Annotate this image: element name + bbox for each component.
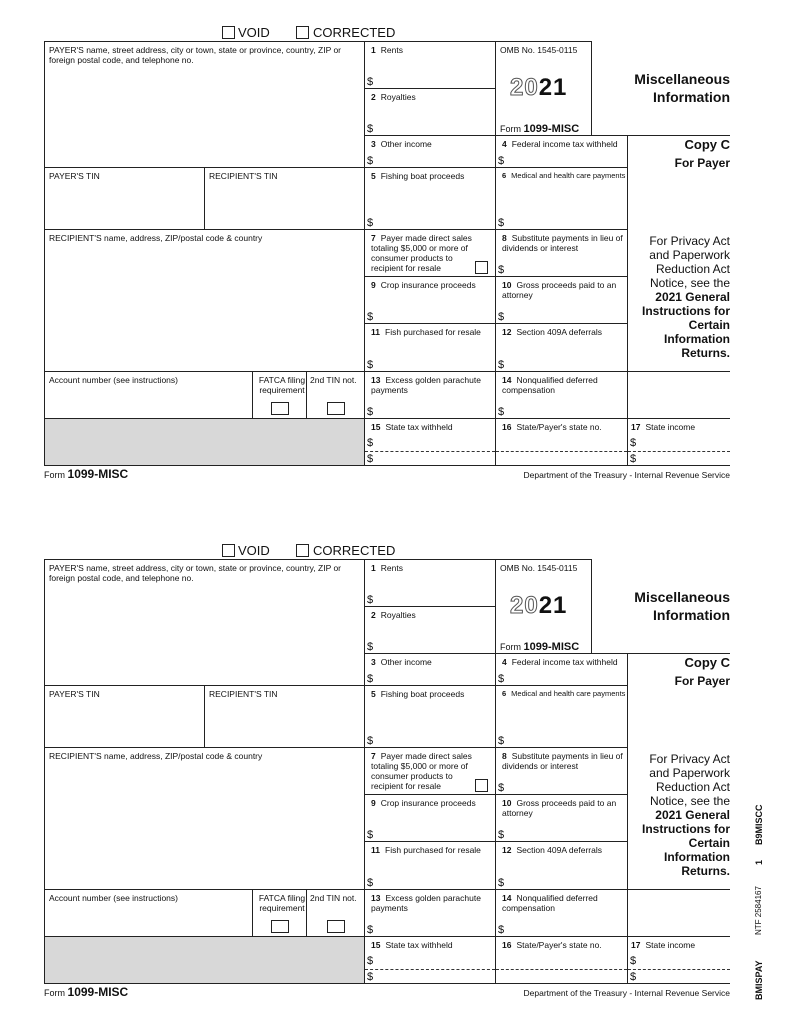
dollar-sign: $	[367, 359, 374, 371]
dollar-sign: $	[498, 877, 505, 889]
box-7-label: Payer made direct sales totaling $5,000 or more of consumer products to recipient for resale	[371, 233, 472, 273]
box-8-substitute[interactable]: 8 Substitute payments in lieu of dividends or interest $	[495, 229, 628, 277]
box-8-substitute[interactable]: 8 Substitute payments in lieu of dividends or interest $	[495, 747, 628, 795]
box-12-409a[interactable]: 12 Section 409A deferrals $	[495, 841, 628, 890]
box-7-checkbox[interactable]	[475, 779, 488, 792]
tax-year: 2021	[510, 592, 568, 619]
side-code-bmispay: BMISPAY	[754, 960, 764, 1000]
dept-label: Department of the Treasury - Internal Revenue Service	[523, 988, 730, 998]
dollar-sign: $	[498, 217, 505, 229]
fatca-field	[252, 371, 307, 419]
box-15-label: State tax withheld	[385, 422, 453, 432]
box-1-number: 1	[371, 45, 376, 55]
second-tin-checkbox[interactable]	[327, 920, 345, 933]
dollar-sign: $	[367, 924, 374, 936]
dollar-sign: $	[367, 955, 374, 967]
box-1-rents[interactable]	[364, 41, 496, 89]
box-14-label: Nonqualified deferred compensation	[502, 375, 598, 395]
box-4-federal-tax[interactable]: 4 Federal income tax withheld $	[495, 653, 628, 686]
box-2-royalties[interactable]	[364, 606, 496, 654]
fatca-label: FATCA filing requirement	[258, 893, 306, 913]
omb-year-block	[495, 559, 592, 654]
box-1-label: Rents	[380, 45, 403, 55]
recipient-name-field[interactable]	[44, 747, 365, 890]
recipient-name-field[interactable]	[44, 229, 365, 372]
fatca-label: FATCA filing requirement	[258, 375, 306, 395]
form-name-top: Form 1099-MISC	[500, 641, 580, 653]
box-4-label: Federal income tax withheld	[511, 657, 618, 667]
box-11-label: Fish purchased for resale	[385, 845, 481, 855]
payer-name-field[interactable]	[44, 559, 365, 686]
box-1-rents[interactable]	[364, 559, 496, 607]
box-16-label: State/Payer's state no.	[516, 422, 602, 432]
box-3-label: Other income	[380, 657, 432, 667]
account-number-label: Account number (see instructions)	[49, 893, 178, 903]
box-7-direct-sales[interactable]: 7 Payer made direct sales totaling $5,000 or more of consumer products to recipient for resale	[364, 747, 496, 795]
box-16-state-no[interactable]: 16 State/Payer's state no.	[495, 936, 628, 984]
box-9-label: Crop insurance proceeds	[380, 798, 476, 808]
dollar-sign: $	[367, 673, 374, 685]
dollar-sign: $	[498, 782, 505, 794]
box-13-golden-parachute[interactable]: 13 Excess golden parachute payments $	[364, 371, 496, 419]
box-6-medical[interactable]: 6 Medical and health care payments $	[495, 167, 628, 230]
box-2-label: Royalties	[380, 610, 416, 620]
box-10-attorney[interactable]: 10 Gross proceeds paid to an attorney $	[495, 276, 628, 324]
dollar-sign: $	[367, 829, 374, 841]
box-17-label: State income	[645, 940, 696, 950]
form-1099-misc	[0, 518, 800, 1018]
box-13-label: Excess golden parachute payments	[371, 375, 481, 395]
box-11-label: Fish purchased for resale	[385, 327, 481, 337]
payer-tin-field[interactable]	[44, 167, 205, 230]
side-code-b9miscc: B9MISCC	[754, 804, 764, 845]
box-1-label: Rents	[380, 563, 403, 573]
dollar-sign: $	[498, 359, 505, 371]
box-12-label: Section 409A deferrals	[516, 327, 602, 337]
payer-tin-field[interactable]	[44, 685, 205, 748]
box-5-fishing-boat[interactable]: 5 Fishing boat proceeds $	[364, 685, 496, 748]
dollar-sign: $	[367, 877, 374, 889]
dollar-sign: $	[630, 955, 637, 967]
account-number-label: Account number (see instructions)	[49, 375, 178, 385]
box-7-checkbox[interactable]	[475, 261, 488, 274]
account-number-field[interactable]	[44, 889, 253, 937]
form-title: Miscellaneous Information	[634, 589, 730, 623]
box-13-label: Excess golden parachute payments	[371, 893, 481, 913]
box-10-label: Gross proceeds paid to an attorney	[502, 280, 617, 300]
second-tin-label: 2nd TIN not.	[310, 375, 357, 385]
box-2-royalties[interactable]	[364, 88, 496, 136]
box-15-state-tax[interactable]: 15 State tax withheld $ $	[364, 418, 496, 466]
dollar-sign: $	[498, 155, 505, 167]
payer-name-label: PAYER'S name, street address, city or town, state or province, country, ZIP or foreign postal code, and telephone no.	[49, 45, 342, 65]
box-2-number: 2	[371, 92, 376, 102]
void-label: VOID	[238, 25, 270, 40]
tax-year: 2021	[510, 74, 568, 101]
recipient-name-label: RECIPIENT'S name, address, ZIP/postal code & country	[49, 751, 263, 761]
second-tin-field	[306, 889, 365, 937]
dollar-sign: $	[498, 829, 505, 841]
payer-tin-label: PAYER'S TIN	[49, 171, 100, 181]
dollar-sign: $	[498, 673, 505, 685]
box-8-label: Substitute payments in lieu of dividends or interest	[502, 233, 623, 253]
copy-label: Copy C For Payer	[674, 137, 730, 170]
omb-number: OMB No. 1545-0115	[500, 45, 578, 55]
box-13-golden-parachute[interactable]: 13 Excess golden parachute payments $	[364, 889, 496, 937]
form-title: Miscellaneous Information	[634, 71, 730, 105]
box-7-label: Payer made direct sales totaling $5,000 or more of consumer products to recipient for resale	[371, 751, 472, 791]
box-16-state-no[interactable]: 16 State/Payer's state no.	[495, 418, 628, 466]
shaded-area	[44, 418, 365, 466]
second-tin-checkbox[interactable]	[327, 402, 345, 415]
dollar-sign: $	[367, 311, 374, 323]
account-number-field[interactable]	[44, 371, 253, 419]
recipient-tin-label: RECIPIENT'S TIN	[209, 689, 278, 699]
recipient-tin-field[interactable]	[204, 685, 365, 748]
box-5-label: Fishing boat proceeds	[380, 689, 465, 699]
box-6-label: Medical and health care payments	[511, 171, 626, 180]
dollar-sign: $	[367, 217, 374, 229]
payer-name-field[interactable]	[44, 41, 365, 168]
box-3-label: Other income	[380, 139, 432, 149]
dollar-sign: $	[367, 971, 374, 983]
dollar-sign: $	[630, 437, 637, 449]
box-4-federal-tax[interactable]: 4 Federal income tax withheld $	[495, 135, 628, 168]
payer-tin-label: PAYER'S TIN	[49, 689, 100, 699]
dollar-sign: $	[630, 453, 637, 465]
second-tin-label: 2nd TIN not.	[310, 893, 357, 903]
void-checkbox[interactable]	[222, 26, 235, 39]
box-14-nonqualified[interactable]: 14 Nonqualified deferred compensation $	[495, 889, 628, 937]
privacy-notice: For Privacy Act and Paperwork Reduction Act Notice, see the 2021 General Instructions for Certain Information Returns.	[641, 752, 730, 878]
dollar-sign: $	[498, 264, 505, 276]
box-3-other-income[interactable]: 3 Other income $	[364, 653, 496, 686]
copy-label: Copy C For Payer	[674, 655, 730, 688]
void-checkbox[interactable]	[222, 544, 235, 557]
omb-year-block	[495, 41, 592, 136]
box-9-crop[interactable]: 9 Crop insurance proceeds $	[364, 794, 496, 842]
box-3-other-income[interactable]: 3 Other income $	[364, 135, 496, 168]
box-2-label: Royalties	[380, 92, 416, 102]
side-code-1: 1	[754, 859, 764, 865]
dollar-sign: $	[367, 123, 374, 135]
corrected-label: CORRECTED	[313, 25, 396, 40]
box-4-label: Federal income tax withheld	[511, 139, 618, 149]
box-5-label: Fishing boat proceeds	[380, 171, 465, 181]
box-12-409a[interactable]: 12 Section 409A deferrals $	[495, 323, 628, 372]
dollar-sign: $	[498, 924, 505, 936]
corrected-checkbox[interactable]	[296, 544, 309, 557]
box-9-crop[interactable]: 9 Crop insurance proceeds $	[364, 276, 496, 324]
omb-number: OMB No. 1545-0115	[500, 563, 578, 573]
dollar-sign: $	[367, 406, 374, 418]
box-17-state-income[interactable]: 17 State income $ $	[627, 418, 730, 466]
box-12-label: Section 409A deferrals	[516, 845, 602, 855]
box-10-attorney[interactable]: 10 Gross proceeds paid to an attorney $	[495, 794, 628, 842]
box-15-state-tax[interactable]: 15 State tax withheld $ $	[364, 936, 496, 984]
box-6-medical[interactable]: 6 Medical and health care payments $	[495, 685, 628, 748]
fatca-checkbox[interactable]	[271, 920, 289, 933]
shaded-area	[44, 936, 365, 984]
void-label: VOID	[238, 543, 270, 558]
form-name-bottom: Form 1099-MISC	[44, 467, 129, 481]
box-15-label: State tax withheld	[385, 940, 453, 950]
box-7-direct-sales[interactable]: 7 Payer made direct sales totaling $5,000 or more of consumer products to recipient for resale	[364, 229, 496, 277]
form-name-bottom: Form 1099-MISC	[44, 985, 129, 999]
box-17-state-income[interactable]: 17 State income $ $	[627, 936, 730, 984]
box-10-label: Gross proceeds paid to an attorney	[502, 798, 617, 818]
box-6-label: Medical and health care payments	[511, 689, 626, 698]
dollar-sign: $	[367, 155, 374, 167]
dollar-sign: $	[498, 735, 505, 747]
corrected-checkbox[interactable]	[296, 26, 309, 39]
payer-name-label: PAYER'S name, street address, city or town, state or province, country, ZIP or foreign postal code, and telephone no.	[49, 563, 342, 583]
dollar-sign: $	[367, 437, 374, 449]
dollar-sign: $	[367, 735, 374, 747]
side-code-ntf: NTF 2584167	[754, 886, 763, 935]
box-14-nonqualified[interactable]: 14 Nonqualified deferred compensation $	[495, 371, 628, 419]
recipient-tin-label: RECIPIENT'S TIN	[209, 171, 278, 181]
box-1-number: 1	[371, 563, 376, 573]
fatca-checkbox[interactable]	[271, 402, 289, 415]
dollar-sign: $	[367, 641, 374, 653]
dept-label: Department of the Treasury - Internal Revenue Service	[523, 470, 730, 480]
recipient-tin-field[interactable]	[204, 167, 365, 230]
fatca-field	[252, 889, 307, 937]
box-9-label: Crop insurance proceeds	[380, 280, 476, 290]
form-1099-misc	[0, 0, 800, 500]
recipient-name-label: RECIPIENT'S name, address, ZIP/postal code & country	[49, 233, 263, 243]
dollar-sign: $	[367, 453, 374, 465]
dollar-sign: $	[367, 76, 374, 88]
box-16-label: State/Payer's state no.	[516, 940, 602, 950]
dollar-sign: $	[498, 406, 505, 418]
dollar-sign: $	[630, 971, 637, 983]
box-11-fish[interactable]: 11 Fish purchased for resale $	[364, 323, 496, 372]
box-14-label: Nonqualified deferred compensation	[502, 893, 598, 913]
second-tin-field	[306, 371, 365, 419]
corrected-label: CORRECTED	[313, 543, 396, 558]
box-11-fish[interactable]: 11 Fish purchased for resale $	[364, 841, 496, 890]
box-2-number: 2	[371, 610, 376, 620]
privacy-notice: For Privacy Act and Paperwork Reduction Act Notice, see the 2021 General Instructions for Certain Information Returns.	[641, 234, 730, 360]
dollar-sign: $	[498, 311, 505, 323]
box-5-fishing-boat[interactable]: 5 Fishing boat proceeds $	[364, 167, 496, 230]
dollar-sign: $	[367, 594, 374, 606]
form-name-top: Form 1099-MISC	[500, 123, 580, 135]
box-17-label: State income	[645, 422, 696, 432]
box-8-label: Substitute payments in lieu of dividends or interest	[502, 751, 623, 771]
